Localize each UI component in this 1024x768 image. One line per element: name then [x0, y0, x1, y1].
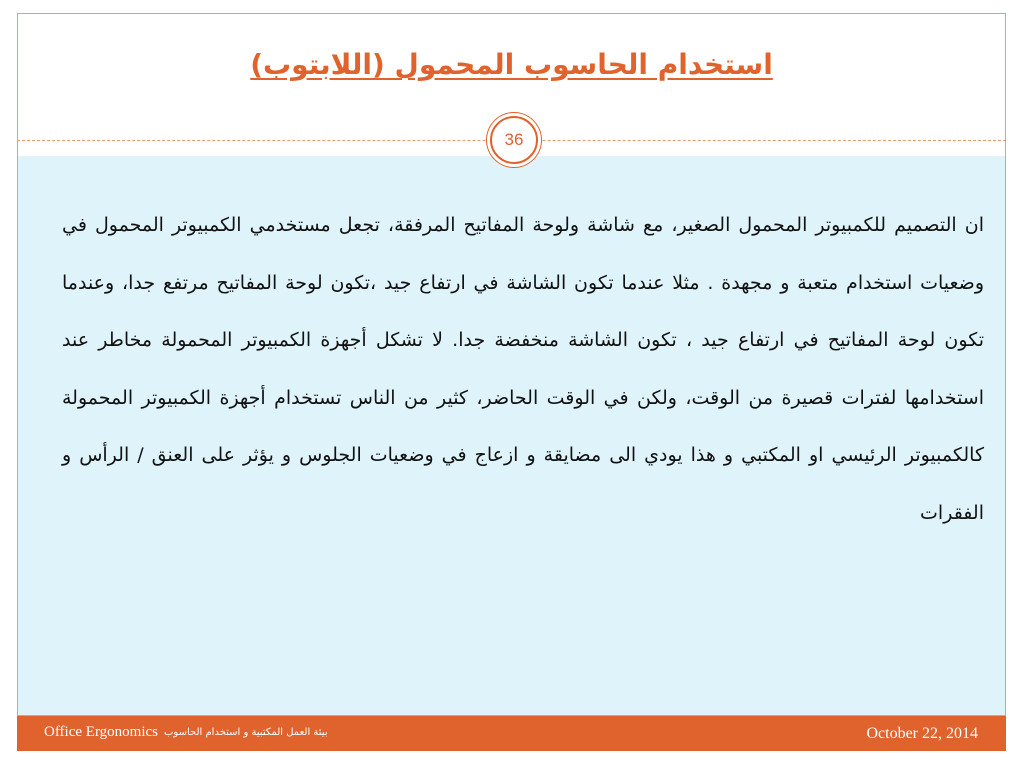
footer-bar — [17, 716, 1006, 751]
footer-course-title: Office Ergonomics — [44, 724, 159, 740]
slide-title-container — [17, 48, 1006, 81]
page-number: 36 — [504, 130, 524, 149]
footer-course-subtitle: بيئة العمل المكتبية و استخدام الحاسوب — [164, 727, 328, 738]
footer-course — [44, 724, 328, 741]
slide-title: استخدام الحاسوب المحمول (اللابتوب) — [250, 48, 773, 81]
body-paragraph: ان التصميم للكمبيوتر المحمول الصغير، مع شاشة ولوحة المفاتيح المرفقة، تجعل مستخدمي الكمبيوتر المحمول في وضعيات استخدام متعبة و مجهدة . مثلا عندما تكون الشاشة في ارتفاع جيد ،تكون لوحة المفاتيح مرتفع جدا، وعندما تكون لوحة المفاتيح في ارتفاع جيد ، تكون الشاشة منخفضة جدا. لا تشكل أجهزة الكمبيوتر المحمولة مخاطر عند استخدامها لفترات قصيرة من الوقت، ولكن في الوقت الحاضر، كثير من الناس تستخدام أجهزة الكمبيوتر المحمولة كالكمبيوتر الرئيسي او المكتبي و هذا يودي الى مضايقة و ازعاج في وضعيات الجلوس و يؤثر على العنق / الرأس و الفقرات — [62, 214, 984, 524]
page-number-badge — [490, 116, 538, 164]
footer-date: October 22, 2014 — [866, 725, 978, 742]
